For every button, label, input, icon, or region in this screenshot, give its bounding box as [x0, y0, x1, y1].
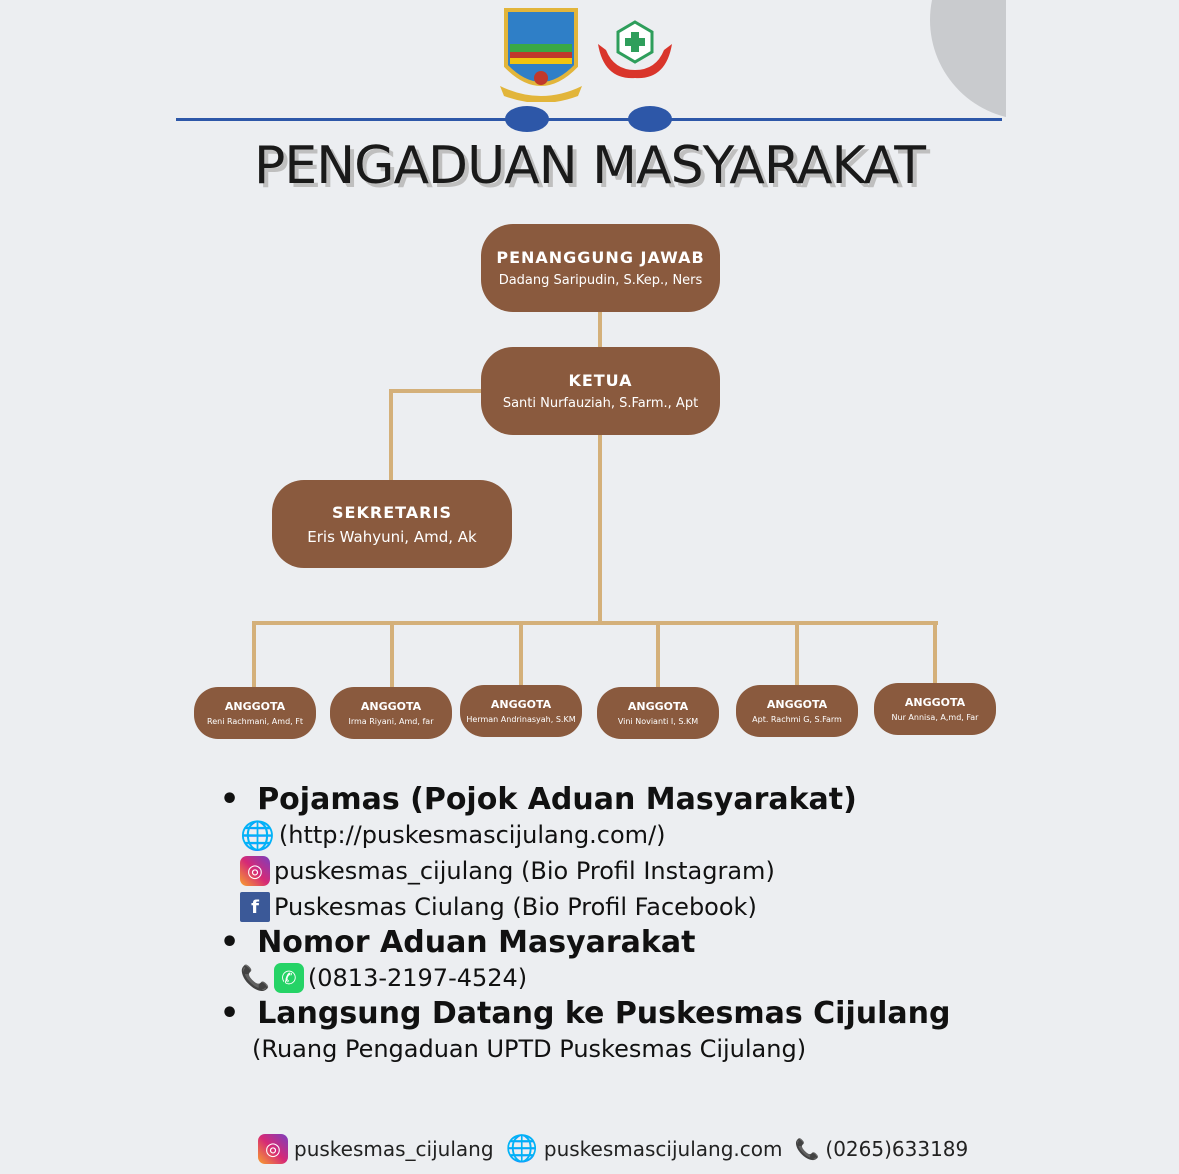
- phone-number[interactable]: (0813-2197-4524): [307, 964, 528, 992]
- globe-icon: 🌐: [505, 1134, 538, 1164]
- footer: [258, 1134, 968, 1164]
- info-list: • Pojamas (Pojok Aduan Masyarakat) 🌐 (http://puskesmascijulang.com/) ◎ puskesmas_cijulang (Bio Profil Instagram) f Puskesmas Ciulang (Bio Profil Facebook) • Nomor Aduan Masyarakat 📞 ✆ (0813-2197-4524) • Langsung Datang ke Puskesmas Cijulang (Ruang Pengaduan UPTD Puskesmas Cijulang): [220, 782, 951, 1063]
- instagram-link[interactable]: puskesmas_cijulang (Bio Profil Instagram): [274, 857, 775, 885]
- name: Dadang Saripudin, S.Kep., Ners: [498, 273, 703, 288]
- name: Herman Andrinasyah, S.KM: [466, 715, 576, 724]
- penanggung-jawab-box: [481, 224, 720, 312]
- kabupaten-logo: [500, 6, 582, 102]
- name: Reni Rachmani, Amd, Ft: [207, 717, 303, 726]
- globe-icon: 🌐: [240, 818, 275, 852]
- footer-phone[interactable]: (0265)633189: [825, 1137, 969, 1161]
- footer-website[interactable]: puskesmascijulang.com: [543, 1137, 783, 1161]
- anggota-box: [597, 687, 719, 739]
- name: Irma Riyani, Amd, far: [348, 717, 434, 726]
- ketua-box: [481, 347, 720, 435]
- facebook-link[interactable]: Puskesmas Ciulang (Bio Profil Facebook): [274, 893, 757, 921]
- name: Eris Wahyuni, Amd, Ak: [307, 527, 477, 546]
- name: Santi Nurfauziah, S.Farm., Apt: [502, 396, 699, 411]
- instagram-icon: ◎: [258, 1134, 288, 1164]
- phone-icon: 📞: [794, 1137, 820, 1161]
- anggota-box: [736, 685, 858, 737]
- facebook-icon: f: [240, 892, 270, 922]
- whatsapp-icon: ✆: [274, 963, 304, 993]
- anggota-box: [194, 687, 316, 739]
- role: ANGGOTA: [360, 700, 422, 713]
- instagram-icon: ◎: [240, 856, 270, 886]
- role: ANGGOTA: [627, 700, 689, 713]
- role: ANGGOTA: [766, 698, 828, 711]
- anggota-box: [330, 687, 452, 739]
- langsung-heading: Langsung Datang ke Puskesmas Cijulang: [257, 996, 951, 1031]
- name: Apt. Rachmi G, S.Farm: [752, 715, 842, 724]
- nomor-heading: Nomor Aduan Masyarakat: [257, 925, 696, 960]
- footer-instagram[interactable]: puskesmas_cijulang: [294, 1137, 494, 1161]
- pojamas-heading: Pojamas (Pojok Aduan Masyarakat): [257, 782, 857, 817]
- anggota-box: [874, 683, 996, 735]
- phone-icon: 📞: [240, 964, 270, 992]
- anggota-box: [460, 685, 582, 737]
- page-title: PENGADUAN MASYARAKAT: [254, 136, 925, 196]
- role: KETUA: [568, 371, 633, 390]
- role: PENANGGUNG JAWAB: [496, 248, 705, 267]
- role: ANGGOTA: [904, 696, 966, 709]
- divider-ornament: [176, 118, 1002, 121]
- sekretaris-box: [272, 480, 512, 568]
- role: SEKRETARIS: [332, 502, 452, 522]
- website-link[interactable]: (http://puskesmascijulang.com/): [278, 821, 666, 849]
- name: Vini Novianti I, S.KM: [617, 717, 699, 726]
- puskesmas-logo: [594, 20, 676, 100]
- ruang-text: (Ruang Pengaduan UPTD Puskesmas Cijulang): [252, 1035, 807, 1063]
- role: ANGGOTA: [490, 698, 552, 711]
- name: Nur Annisa, A,md, Far: [891, 713, 979, 722]
- role: ANGGOTA: [224, 700, 286, 713]
